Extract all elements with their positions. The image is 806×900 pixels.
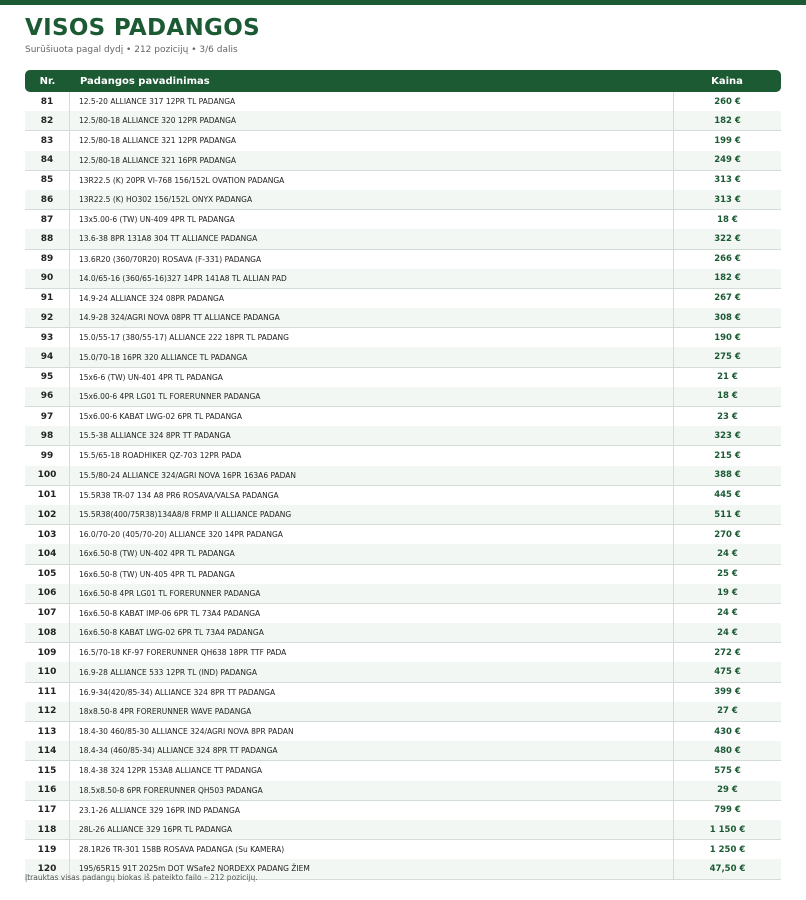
table-row <box>25 406 781 426</box>
top-accent-bar <box>0 0 806 5</box>
row-number: 96 <box>25 387 70 406</box>
tire-name: 15x6-6 (TW) UN-401 4PR TL PADANGA <box>70 367 673 387</box>
tire-price: 480 € <box>673 741 781 760</box>
tire-price: 799 € <box>673 800 781 820</box>
tire-name: 13.6-38 8PR 131A8 304 TT ALLIANCE PADANGA <box>70 229 673 248</box>
table-row <box>25 584 781 603</box>
table-row <box>25 445 781 465</box>
tire-price: 1 250 € <box>673 839 781 859</box>
row-number: 111 <box>25 682 70 702</box>
row-number: 113 <box>25 721 70 741</box>
row-number: 82 <box>25 111 70 130</box>
tire-name: 13R22.5 (K) HO302 156/152L ONYX PADANGA <box>70 190 673 209</box>
table-row <box>25 820 781 839</box>
tire-price: 190 € <box>673 327 781 347</box>
tire-name: 16x6.50-8 (TW) UN-402 4PR TL PADANGA <box>70 544 673 563</box>
row-number: 87 <box>25 209 70 229</box>
tire-price: 430 € <box>673 721 781 741</box>
tire-price: 21 € <box>673 367 781 387</box>
tire-price: 322 € <box>673 229 781 248</box>
table-row <box>25 839 781 859</box>
tire-price: 24 € <box>673 623 781 642</box>
row-number: 94 <box>25 347 70 366</box>
row-number: 105 <box>25 564 70 584</box>
tire-name: 18.4-30 460/85-30 ALLIANCE 324/AGRI NOVA 8PR PADAN <box>70 721 673 741</box>
row-number: 107 <box>25 603 70 623</box>
table-row <box>25 327 781 347</box>
tire-price: 445 € <box>673 485 781 505</box>
tire-price: 575 € <box>673 760 781 780</box>
tire-price: 25 € <box>673 564 781 584</box>
row-number: 91 <box>25 288 70 308</box>
table-row <box>25 682 781 702</box>
tire-name: 15.5/65-18 ROADHIKER QZ-703 12PR PADA <box>70 445 673 465</box>
row-number: 109 <box>25 642 70 662</box>
column-header-price: Kaina <box>673 70 781 92</box>
table-row <box>25 111 781 130</box>
table-row <box>25 741 781 760</box>
tire-name: 16x6.50-8 (TW) UN-405 4PR TL PADANGA <box>70 564 673 584</box>
row-number: 83 <box>25 130 70 150</box>
tire-name: 16.9-34(420/85-34) ALLIANCE 324 8PR TT PADANGA <box>70 682 673 702</box>
tire-name: 16.9-28 ALLIANCE 533 12PR TL (IND) PADANGA <box>70 662 673 681</box>
tire-price: 23 € <box>673 406 781 426</box>
tire-name: 28.1R26 TR-301 158B ROSAVA PADANGA (Su KAMERA) <box>70 839 673 859</box>
table-row <box>25 623 781 642</box>
row-number: 81 <box>25 92 70 111</box>
tire-name: 14.9-24 ALLIANCE 324 08PR PADANGA <box>70 288 673 308</box>
tire-price: 266 € <box>673 249 781 269</box>
tire-price: 182 € <box>673 111 781 130</box>
tire-price: 388 € <box>673 466 781 485</box>
row-number: 118 <box>25 820 70 839</box>
tire-price-table <box>25 70 781 880</box>
table-row <box>25 505 781 524</box>
tire-name: 195/65R15 91T 2025m DOT WSafe2 NORDEXX PADANG ŽIEM <box>70 859 673 879</box>
row-number: 95 <box>25 367 70 387</box>
table-row <box>25 92 781 111</box>
tire-price: 399 € <box>673 682 781 702</box>
tire-name: 16x6.50-8 KABAT IMP-06 6PR TL 73A4 PADANGA <box>70 603 673 623</box>
tire-price: 215 € <box>673 445 781 465</box>
table-row <box>25 721 781 741</box>
table-row <box>25 564 781 584</box>
row-number: 90 <box>25 269 70 288</box>
table-row <box>25 367 781 387</box>
tire-price: 24 € <box>673 544 781 563</box>
tire-name: 15.5R38(400/75R38)134A8/8 FRMP II ALLIANCE PADANG <box>70 505 673 524</box>
footer-note: Įtrauktas visas padangų biokas iš pateikto failo – 212 pozicijų. <box>25 873 258 882</box>
tire-price: 272 € <box>673 642 781 662</box>
row-number: 103 <box>25 524 70 544</box>
tire-name: 15.5R38 TR-07 134 A8 PR6 ROSAVA/VALSA PADANGA <box>70 485 673 505</box>
row-number: 115 <box>25 760 70 780</box>
table-row <box>25 524 781 544</box>
tire-price: 18 € <box>673 387 781 406</box>
tire-price: 260 € <box>673 92 781 111</box>
tire-name: 18x8.50-8 4PR FORERUNNER WAVE PADANGA <box>70 702 673 721</box>
row-number: 86 <box>25 190 70 209</box>
table-row <box>25 760 781 780</box>
row-number: 84 <box>25 151 70 170</box>
tire-name: 12.5/80-18 ALLIANCE 321 16PR PADANGA <box>70 151 673 170</box>
table-row <box>25 781 781 800</box>
tire-name: 15.5-38 ALLIANCE 324 8PR TT PADANGA <box>70 426 673 445</box>
table-row <box>25 642 781 662</box>
table-row <box>25 387 781 406</box>
tire-price: 24 € <box>673 603 781 623</box>
row-number: 116 <box>25 781 70 800</box>
row-number: 117 <box>25 800 70 820</box>
tire-name: 14.0/65-16 (360/65-16)327 14PR 141A8 TL ALLIAN PAD <box>70 269 673 288</box>
row-number: 114 <box>25 741 70 760</box>
tire-price: 249 € <box>673 151 781 170</box>
tire-name: 12.5/80-18 ALLIANCE 321 12PR PADANGA <box>70 130 673 150</box>
tire-name: 18.4-34 (460/85-34) ALLIANCE 324 8PR TT PADANGA <box>70 741 673 760</box>
table-row <box>25 209 781 229</box>
table-row <box>25 544 781 563</box>
row-number: 93 <box>25 327 70 347</box>
table-row <box>25 702 781 721</box>
table-row <box>25 170 781 190</box>
tire-name: 15.5/80-24 ALLIANCE 324/AGRI NOVA 16PR 163A6 PADAN <box>70 466 673 485</box>
table-row <box>25 288 781 308</box>
tire-price: 18 € <box>673 209 781 229</box>
tire-price: 308 € <box>673 308 781 327</box>
table-row <box>25 249 781 269</box>
tire-name: 16.0/70-20 (405/70-20) ALLIANCE 320 14PR PADANGA <box>70 524 673 544</box>
tire-price: 19 € <box>673 584 781 603</box>
tire-name: 16x6.50-8 4PR LG01 TL FORERUNNER PADANGA <box>70 584 673 603</box>
table-row <box>25 190 781 209</box>
table-row <box>25 800 781 820</box>
tire-name: 18.5x8.50-8 6PR FORERUNNER QH503 PADANGA <box>70 781 673 800</box>
tire-price: 275 € <box>673 347 781 366</box>
tire-price: 511 € <box>673 505 781 524</box>
table-row <box>25 308 781 327</box>
tire-price: 27 € <box>673 702 781 721</box>
row-number: 101 <box>25 485 70 505</box>
row-number: 120 <box>25 859 70 879</box>
tire-name: 13.6R20 (360/70R20) ROSAVA (F-331) PADANGA <box>70 249 673 269</box>
tire-price: 313 € <box>673 190 781 209</box>
page-title: VISOS PADANGOS <box>25 15 260 41</box>
tire-name: 28L-26 ALLIANCE 329 16PR TL PADANGA <box>70 820 673 839</box>
row-number: 102 <box>25 505 70 524</box>
row-number: 110 <box>25 662 70 681</box>
table-row <box>25 603 781 623</box>
row-number: 112 <box>25 702 70 721</box>
row-number: 97 <box>25 406 70 426</box>
row-number: 88 <box>25 229 70 248</box>
tire-price: 323 € <box>673 426 781 445</box>
page-subtitle: Surūšiuota pagal dydį • 212 pozicijų • 3/6 dalis <box>25 45 238 55</box>
table-row <box>25 151 781 170</box>
row-number: 99 <box>25 445 70 465</box>
tire-name: 12.5-20 ALLIANCE 317 12PR TL PADANGA <box>79 97 236 107</box>
table-row <box>25 130 781 150</box>
row-number: 104 <box>25 544 70 563</box>
tire-name: 15x6.00-6 4PR LG01 TL FORERUNNER PADANGA <box>70 387 673 406</box>
tire-price: 199 € <box>673 130 781 150</box>
tire-price: 267 € <box>673 288 781 308</box>
row-number: 100 <box>25 466 70 485</box>
table-row <box>25 347 781 366</box>
tire-price: 270 € <box>673 524 781 544</box>
tire-name: 12.5/80-18 ALLIANCE 320 12PR PADANGA <box>70 111 673 130</box>
column-header-name: Padangos pavadinimas <box>70 70 673 92</box>
table-row <box>25 466 781 485</box>
tire-name: 16.5/70-18 KF-97 FORERUNNER QH638 18PR TTF PADA <box>70 642 673 662</box>
tire-price: 47,50 € <box>673 859 781 879</box>
tire-name: 13x5.00-6 (TW) UN-409 4PR TL PADANGA <box>70 209 673 229</box>
row-number: 98 <box>25 426 70 445</box>
tire-name: 14.9-28 324/AGRI NOVA 08PR TT ALLIANCE PADANGA <box>70 308 673 327</box>
row-number: 119 <box>25 839 70 859</box>
row-number: 106 <box>25 584 70 603</box>
tire-price: 1 150 € <box>673 820 781 839</box>
tire-name: 15.0/55-17 (380/55-17) ALLIANCE 222 18PR TL PADANG <box>70 327 673 347</box>
table-body <box>25 92 781 880</box>
tire-name: 15.0/70-18 16PR 320 ALLIANCE TL PADANGA <box>70 347 673 366</box>
row-number: 85 <box>25 170 70 190</box>
tire-name: 13R22.5 (K) 20PR VI-768 156/152L OVATION PADANGA <box>70 170 673 190</box>
table-row <box>25 229 781 248</box>
column-header-nr: Nr. <box>25 70 70 92</box>
row-number: 108 <box>25 623 70 642</box>
table-row <box>25 662 781 681</box>
tire-price: 29 € <box>673 781 781 800</box>
row-number: 89 <box>25 249 70 269</box>
tire-name: 18.4-38 324 12PR 153A8 ALLIANCE TT PADANGA <box>70 760 673 780</box>
table-header-row <box>25 70 781 92</box>
tire-name: 23.1-26 ALLIANCE 329 16PR IND PADANGA <box>70 800 673 820</box>
tire-name: 16x6.50-8 KABAT LWG-02 6PR TL 73A4 PADANGA <box>70 623 673 642</box>
table-row <box>25 485 781 505</box>
row-number: 92 <box>25 308 70 327</box>
tire-price: 475 € <box>673 662 781 681</box>
table-header <box>25 70 781 92</box>
tire-price: 313 € <box>673 170 781 190</box>
table-row <box>25 269 781 288</box>
tire-name: 15x6.00-6 KABAT LWG-02 6PR TL PADANGA <box>70 406 673 426</box>
tire-price: 182 € <box>673 269 781 288</box>
table-row <box>25 426 781 445</box>
